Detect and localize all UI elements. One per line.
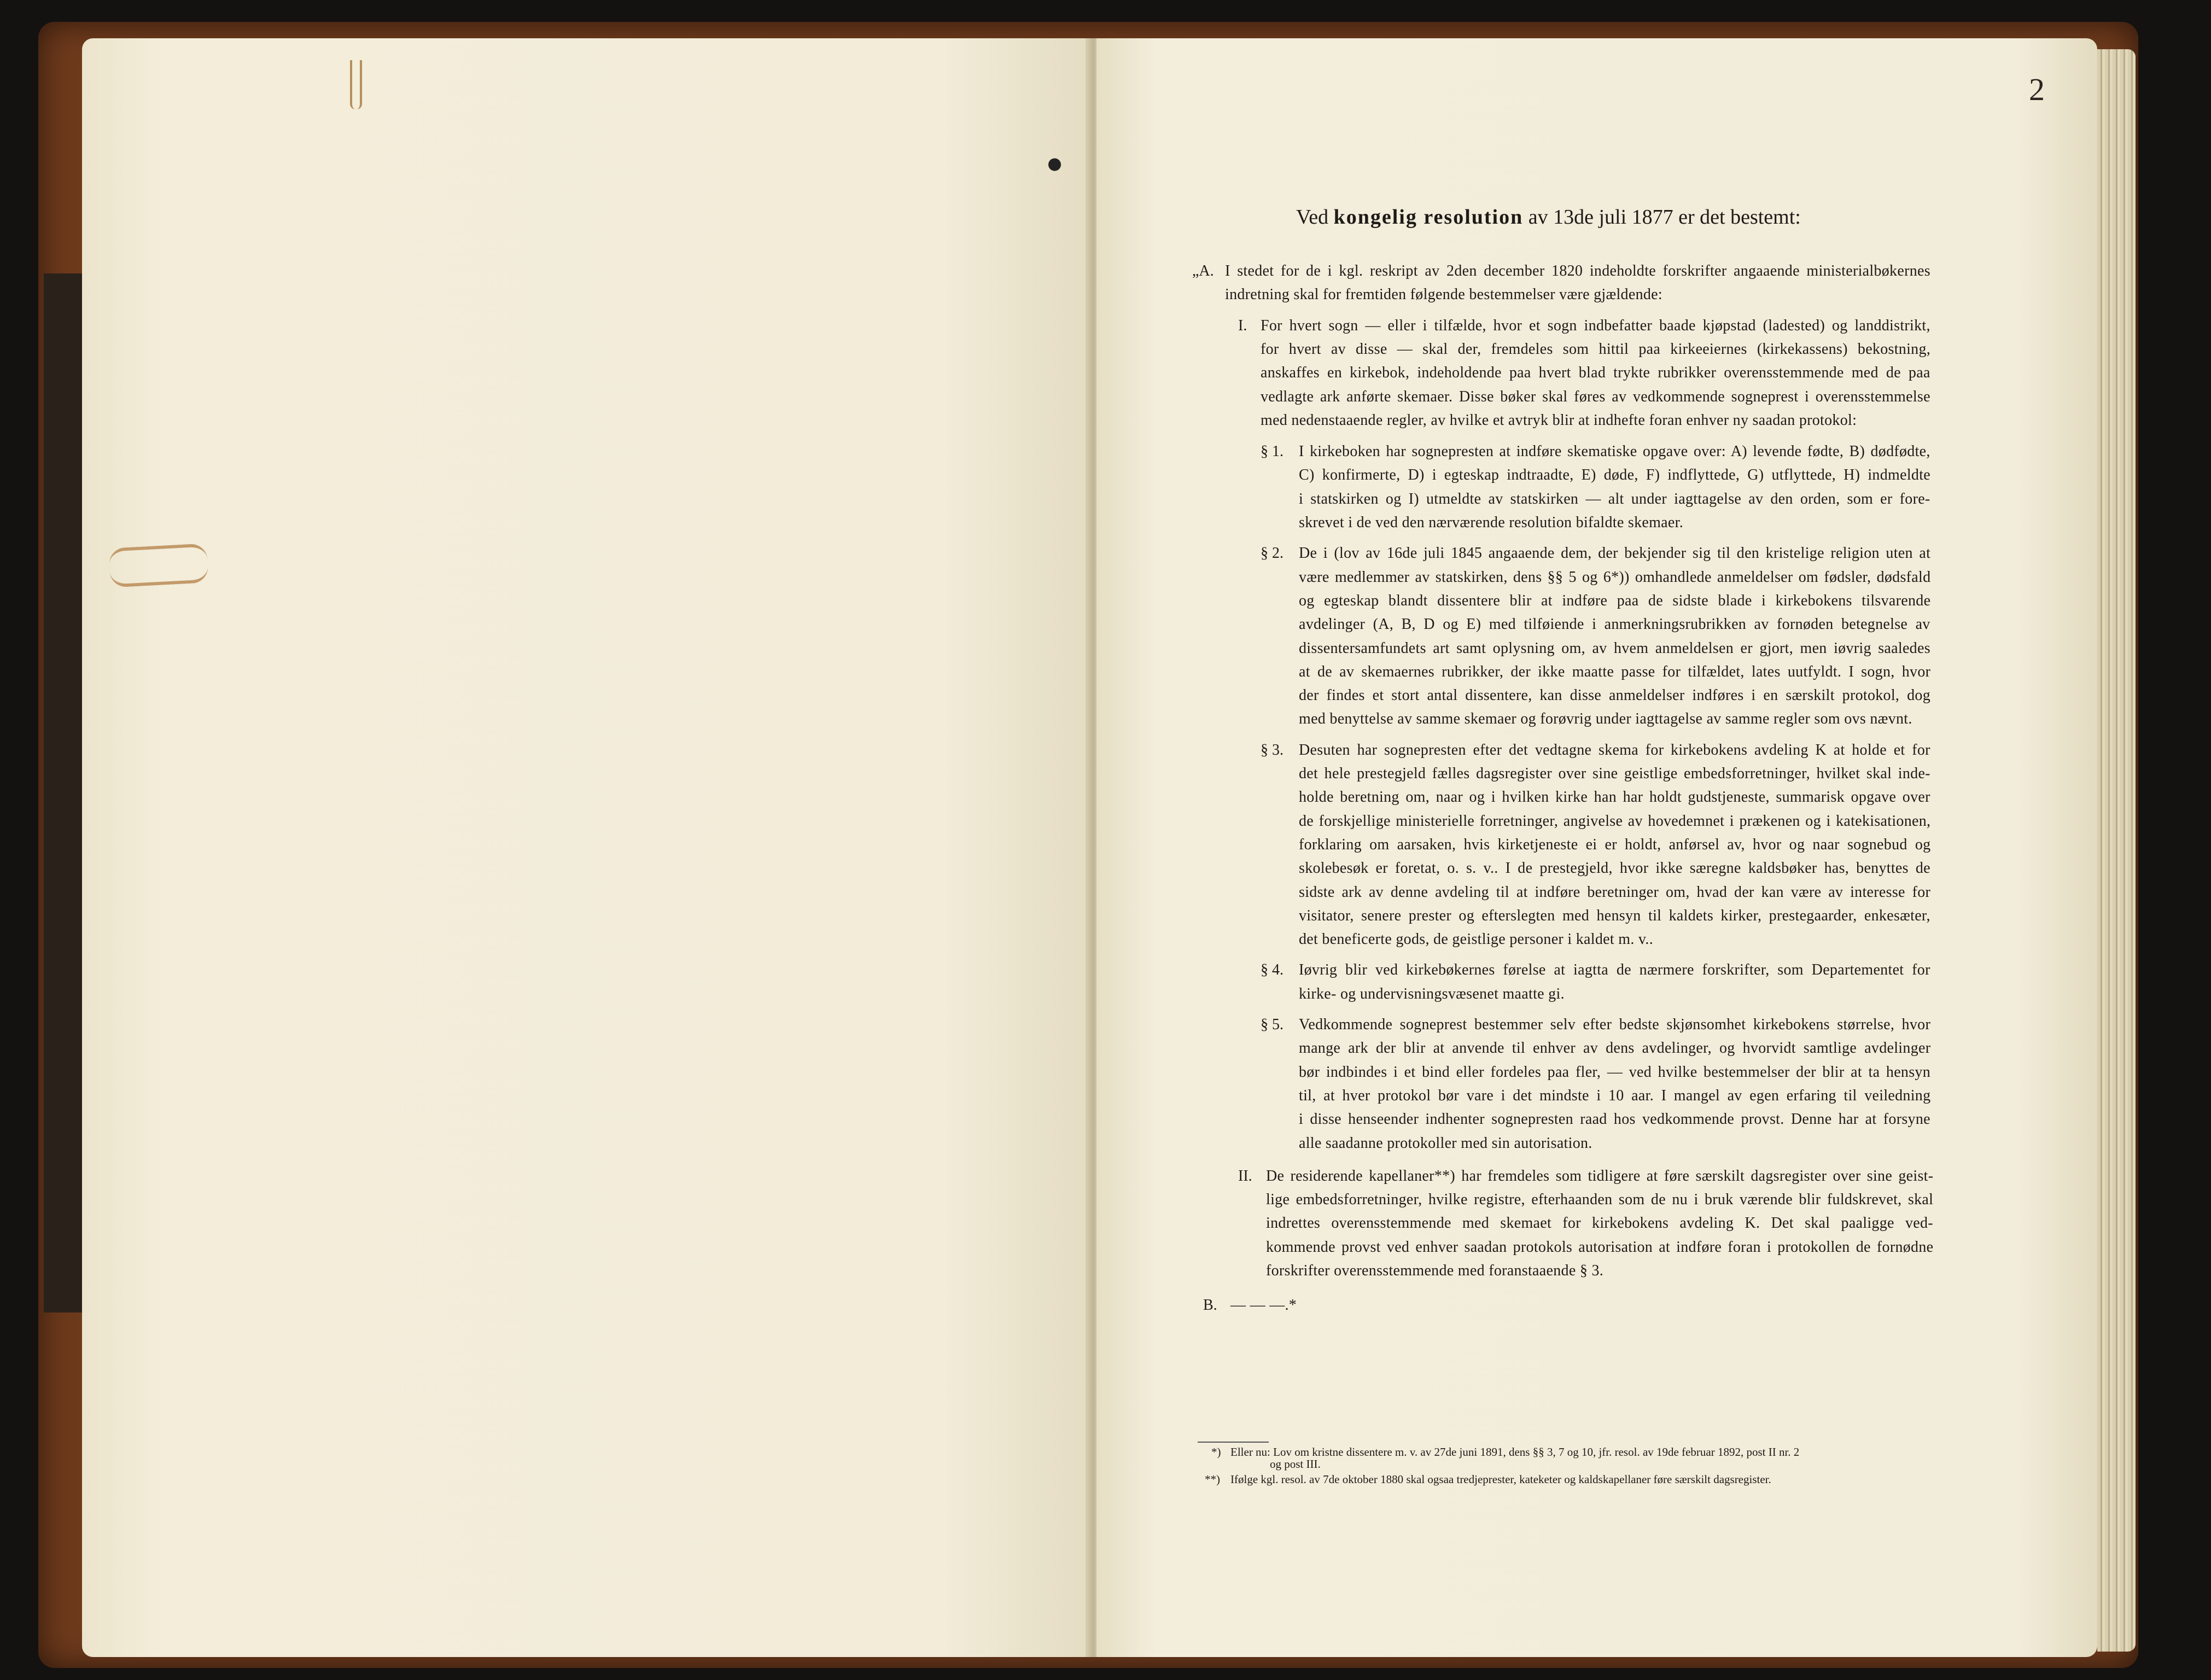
paragraph-line: C) konfirmerte, D) i egteskap indtraadte, E) døde, F) indflyttede, G) utflyttede, H) indmeldte bbox=[1299, 466, 1931, 484]
paragraph-line: til, at hver protokol bør vare i det mindste i 10 aar. I mangel av egen erfaring til veiledning bbox=[1299, 1087, 1931, 1104]
page-number: 2 bbox=[2029, 72, 2045, 107]
paragraph-line: dissentersamfundets art samt oplysning om, av hvem anmeldelsen er gjort, men iøvrig saaledes bbox=[1299, 639, 1930, 657]
pencil-mark bbox=[350, 60, 362, 109]
item-i-marker: I. bbox=[1238, 317, 1247, 334]
item-ii-line: De residerende kapellaner**) har fremdeles som tidligere at føre særskilt dagsregister over sine geist- bbox=[1266, 1167, 1934, 1185]
item-ii-line: indrettes overensstemmende med skemaet for kirkebokens avdeling K. Det skal paaligge ved- bbox=[1266, 1215, 1933, 1232]
item-i-line: vedlagte ark anførte skemaer. Disse bøker skal føres av vedkommende sogneprest i overensstemmelse bbox=[1261, 388, 1930, 405]
paragraph-line: skolebesøk er foretat, o. s. v.. I de prestegjeld, hvor ikke særegne kaldsbøker has, benyttes de bbox=[1299, 860, 1930, 877]
paragraph-line: med benyttelse av samme skemaer og forøvrig under iagttagelse av samme regler som ovs nævnt. bbox=[1299, 710, 1912, 728]
paragraph-line: Desuten har sognepresten efter det vedtagne skema for kirkebokens avdeling K at holde et for bbox=[1299, 741, 1930, 759]
paragraph-line: forklaring om aarsaken, hvis kirketjeneste ei er holdt, anførsel av, hvor og naar sognebud og bbox=[1299, 836, 1931, 853]
paragraph-line: der findes et stort antal dissentere, kan disse anmeldelser indføres i en særskilt protokol, dog bbox=[1299, 687, 1931, 704]
section-a-marker: „A. bbox=[1192, 262, 1214, 279]
heading-suffix: av 13de juli 1877 er det bestemt: bbox=[1528, 206, 1801, 229]
paragraph-marker: § 4. bbox=[1261, 961, 1284, 979]
footnote-marker: **) bbox=[1205, 1473, 1220, 1486]
item-i-line: anskaffes en kirkebok, indeholdende paa hvert blad trykte rubrikker overensstemmende med de paa bbox=[1261, 364, 1930, 382]
heading-bold: kongelig resolution bbox=[1333, 206, 1524, 229]
paragraph-line: det hele prestegjeld fælles dagsregister over sine geistlige embedsforretninger, hvilket skal inde- bbox=[1299, 765, 1930, 782]
section-a-line: I stedet for de i kgl. reskript av 2den december 1820 indeholdte forskrifter angaaende ministerialbøkernes bbox=[1225, 262, 1930, 279]
section-b-text: — — —.* bbox=[1230, 1297, 1297, 1314]
paragraph-line: mange ark der blir at anvende til enhver av dens avdelinger, og hvorvidt samtlige avdelinger bbox=[1299, 1040, 1931, 1057]
paragraph-line: skrevet i de ved den nærværende resolution bifaldte skemaer. bbox=[1299, 514, 1684, 531]
paragraph-line: Vedkommende sogneprest bestemmer selv efter bedste skjønsomhet kirkebokens størrelse, hvor bbox=[1299, 1016, 1931, 1033]
paragraph-marker: § 3. bbox=[1261, 741, 1284, 759]
paragraph-line: og egteskap blandt dissentere blir at indføre paa de sidste blade i kirkebokens tilsvarende bbox=[1299, 592, 1931, 609]
footnote-marker: *) bbox=[1211, 1445, 1221, 1459]
item-i-line: For hvert sogn — eller i tilfælde, hvor et sogn indbefatter baade kjøpstad (ladested) og landdistrikt, bbox=[1261, 317, 1930, 334]
item-ii-line: forskrifter overensstemmende med foranstaaende § 3. bbox=[1266, 1262, 1604, 1279]
paragraph-marker: § 1. bbox=[1261, 443, 1284, 460]
paragraph-line: visitator, senere prester og efterslegten med hensyn til kaldets kirker, prestegaarder, enkesæter, bbox=[1299, 907, 1930, 924]
paragraph-line: kirke- og undervisningsvæsenet maatte gi. bbox=[1299, 985, 1565, 1002]
left-page bbox=[82, 38, 1091, 1657]
paragraph-line: alle saadanne protokoller med sin autorisation. bbox=[1299, 1134, 1592, 1152]
paragraph-line: avdelinger (A, B, D og E) med tilføiende i anmerkningsrubrikken av fornøden betegnelse av bbox=[1299, 616, 1930, 633]
paragraph-marker: § 2. bbox=[1261, 545, 1284, 562]
section-b-marker: B. bbox=[1203, 1297, 1217, 1314]
item-i-line: med nedenstaaende regler, av hvilke et avtryk blir at indhefte foran enhver ny saadan protokol: bbox=[1261, 411, 1857, 429]
footnote-line: og post III. bbox=[1270, 1457, 1321, 1471]
paragraph-line: bør indbindes i et bind eller fordeles paa fler, — ved hvilke bestemmelser der blir at ta hensyn bbox=[1299, 1063, 1931, 1081]
heading bbox=[1296, 205, 1801, 229]
paragraph-line: De i (lov av 16de juli 1845 angaaende dem, der bekjender sig til den kristelige religion uten at bbox=[1299, 545, 1931, 562]
paragraph-line: at de av skemaernes rubrikker, der ikke maatte passe for tilfældet, lates uutfyldt. I sogn, hvor bbox=[1299, 663, 1931, 680]
footnote-line: Eller nu: Lov om kristne dissentere m. v. av 27de juni 1891, dens §§ 3, 7 og 10, jfr. resol. av 19de februar 1892, post II nr. 2 bbox=[1230, 1445, 1800, 1459]
paragraph-marker: § 5. bbox=[1261, 1016, 1284, 1033]
item-ii-marker: II. bbox=[1238, 1167, 1252, 1185]
paragraph-line: være medlemmer av statskirken, dens §§ 5 og 6*)) omhandlede anmeldelser om fødsler, dødsfald bbox=[1299, 568, 1931, 586]
paragraph-line: I kirkeboken har sognepresten at indføre skematiske opgave over: A) levende fødte, B) dødfødte, bbox=[1299, 443, 1930, 460]
paragraph-line: det beneficerte gods, de geistlige personer i kaldet m. v.. bbox=[1299, 931, 1654, 948]
cover-spine-strip bbox=[44, 273, 82, 1312]
heading-prefix: Ved bbox=[1296, 206, 1329, 229]
page-edges bbox=[2097, 49, 2136, 1652]
paragraph-line: i statskirken og I) utmeldte av statskirken — alt under iagttagelse av den orden, som er fore- bbox=[1299, 490, 1930, 508]
footnote-rule bbox=[1198, 1442, 1269, 1443]
section-a-line: indretning skal for fremtiden følgende bestemmelser være gjældende: bbox=[1225, 286, 1662, 304]
paragraph-line: i disse henseender indhenter sognepresten raad hos vedkommende provst. Denne har at forsyne bbox=[1299, 1111, 1930, 1128]
paragraph-line: de forskjellige ministerielle forretninger, angivelse av hovedemnet i prækenen og i katekisationen, bbox=[1299, 812, 1931, 830]
paragraph-line: sidste ark av denne avdeling til at indføre beretninger om, hvad der kan være av interesse for bbox=[1299, 883, 1931, 901]
pencil-scribble bbox=[108, 543, 209, 587]
paragraph-line: holde beretning om, naar og i hvilken kirke han har holdt gudstjeneste, summarisk opgave over bbox=[1299, 789, 1930, 806]
item-ii-line: kommende provst ved enhver saadan protokols autorisation at indføre foran i protokollen de fornødne bbox=[1266, 1238, 1934, 1256]
footnote-line: Ifølge kgl. resol. av 7de oktober 1880 skal ogsaa tredjeprester, kateketer og kaldskapellaner føre særskilt dagsregister. bbox=[1230, 1473, 1771, 1486]
item-ii-line: lige embedsforretninger, hvilke registre, efterhaanden som de nu i bruk værende blir fuldskrevet, skal bbox=[1266, 1191, 1934, 1209]
paragraph-line: Iøvrig blir ved kirkebøkernes førelse at iagtta de nærmere forskrifter, som Departementet for bbox=[1299, 961, 1930, 979]
item-i-line: for hvert av disse — skal der, fremdeles som hittil paa kirkeeiernes (kirkekassens) bekostning, bbox=[1261, 340, 1931, 358]
